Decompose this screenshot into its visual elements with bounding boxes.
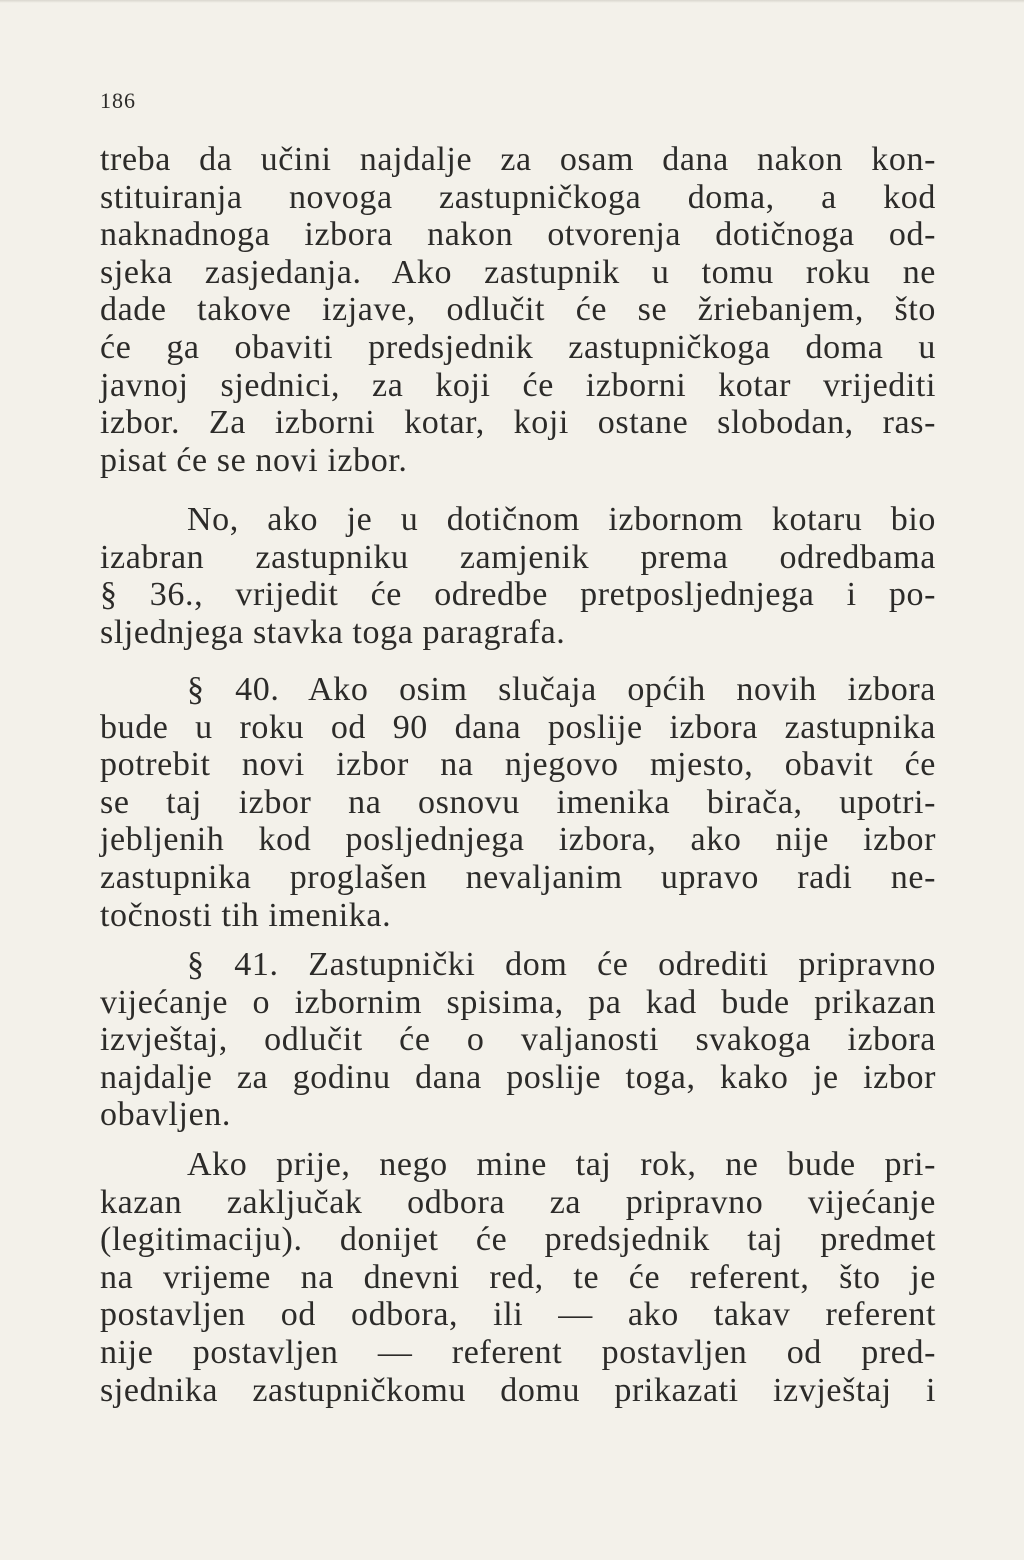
text-line: Ako prije, nego mine taj rok, ne bude pri- [187,1146,936,1184]
text-line: izabran zastupniku zamjenik prema odredbama [100,538,936,576]
text-line: § 41. Zastupnički dom će odrediti pripravno [187,946,936,984]
text-line: sjeka zasjedanja. Ako zastupnik u tomu roku ne [100,253,936,291]
text-line: bude u roku od 90 dana poslije izbora zastupnika [100,708,936,746]
paragraph [100,141,936,479]
text-line: naknadnoga izbora nakon otvorenja dotičnoga od- [100,216,936,254]
text-line: stituiranja novoga zastupničkoga doma, a kod [100,178,936,216]
page-text [100,141,936,1409]
paragraph [100,501,936,651]
text-line: vijećanje o izbornim spisima, pa kad bude prikazan [100,983,936,1021]
text-line: izbor. Za izborni kotar, koji ostane slobodan, ras- [100,404,936,442]
text-line: treba da učini najdalje za osam dana nakon kon- [100,141,936,178]
text-line: § 36., vrijedit će odredbe pretposljednjega i po- [100,576,936,614]
text-line: No, ako je u dotičnom izbornom kotaru bio [187,501,936,539]
text-line: obavljen. [100,1096,231,1134]
paragraph [100,946,936,1134]
paragraph [100,671,936,934]
text-line: izvještaj, odlučit će o valjanosti svakoga izbora [100,1021,936,1059]
text-line: na vrijeme na dnevni red, te će referent, što je [100,1258,936,1296]
paragraph [100,1146,936,1409]
text-line: dade takove izjave, odlučit će se žriebanjem, što [100,291,936,329]
text-line: će ga obaviti predsjednik zastupničkoga doma u [100,328,936,366]
text-line: kazan zaključak odbora za pripravno vijećanje [100,1183,936,1221]
page-number: 186 [100,88,136,113]
text-line: najdalje za godinu dana poslije toga, kako je izbor [100,1058,936,1096]
text-line: jebljenih kod posljednjega izbora, ako nije izbor [100,821,936,859]
text-line: sjednika zastupničkomu domu prikazati izvještaj i [100,1371,936,1409]
text-line: § 40. Ako osim slučaja općih novih izbora [187,671,936,709]
text-line: točnosti tih imenika. [100,896,392,934]
text-line: (legitimaciju). donijet će predsjednik taj predmet [100,1221,936,1259]
text-line: zastupnika proglašen nevaljanim upravo radi ne- [100,859,936,897]
text-line: postavljen od odbora, ili — ako takav referent [100,1296,936,1334]
text-line: javnoj sjednici, za koji će izborni kotar vrijediti [100,366,936,404]
text-line: nije postavljen — referent postavljen od pred- [100,1334,936,1371]
text-line: potrebit novi izbor na njegovo mjesto, obavit će [100,746,936,784]
page-edge [0,0,1024,3]
text-line: se taj izbor na osnovu imenika birača, upotri- [100,783,936,821]
text-line: pisat će se novi izbor. [100,441,408,479]
text-line: sljednjega stavka toga paragrafa. [100,613,566,651]
